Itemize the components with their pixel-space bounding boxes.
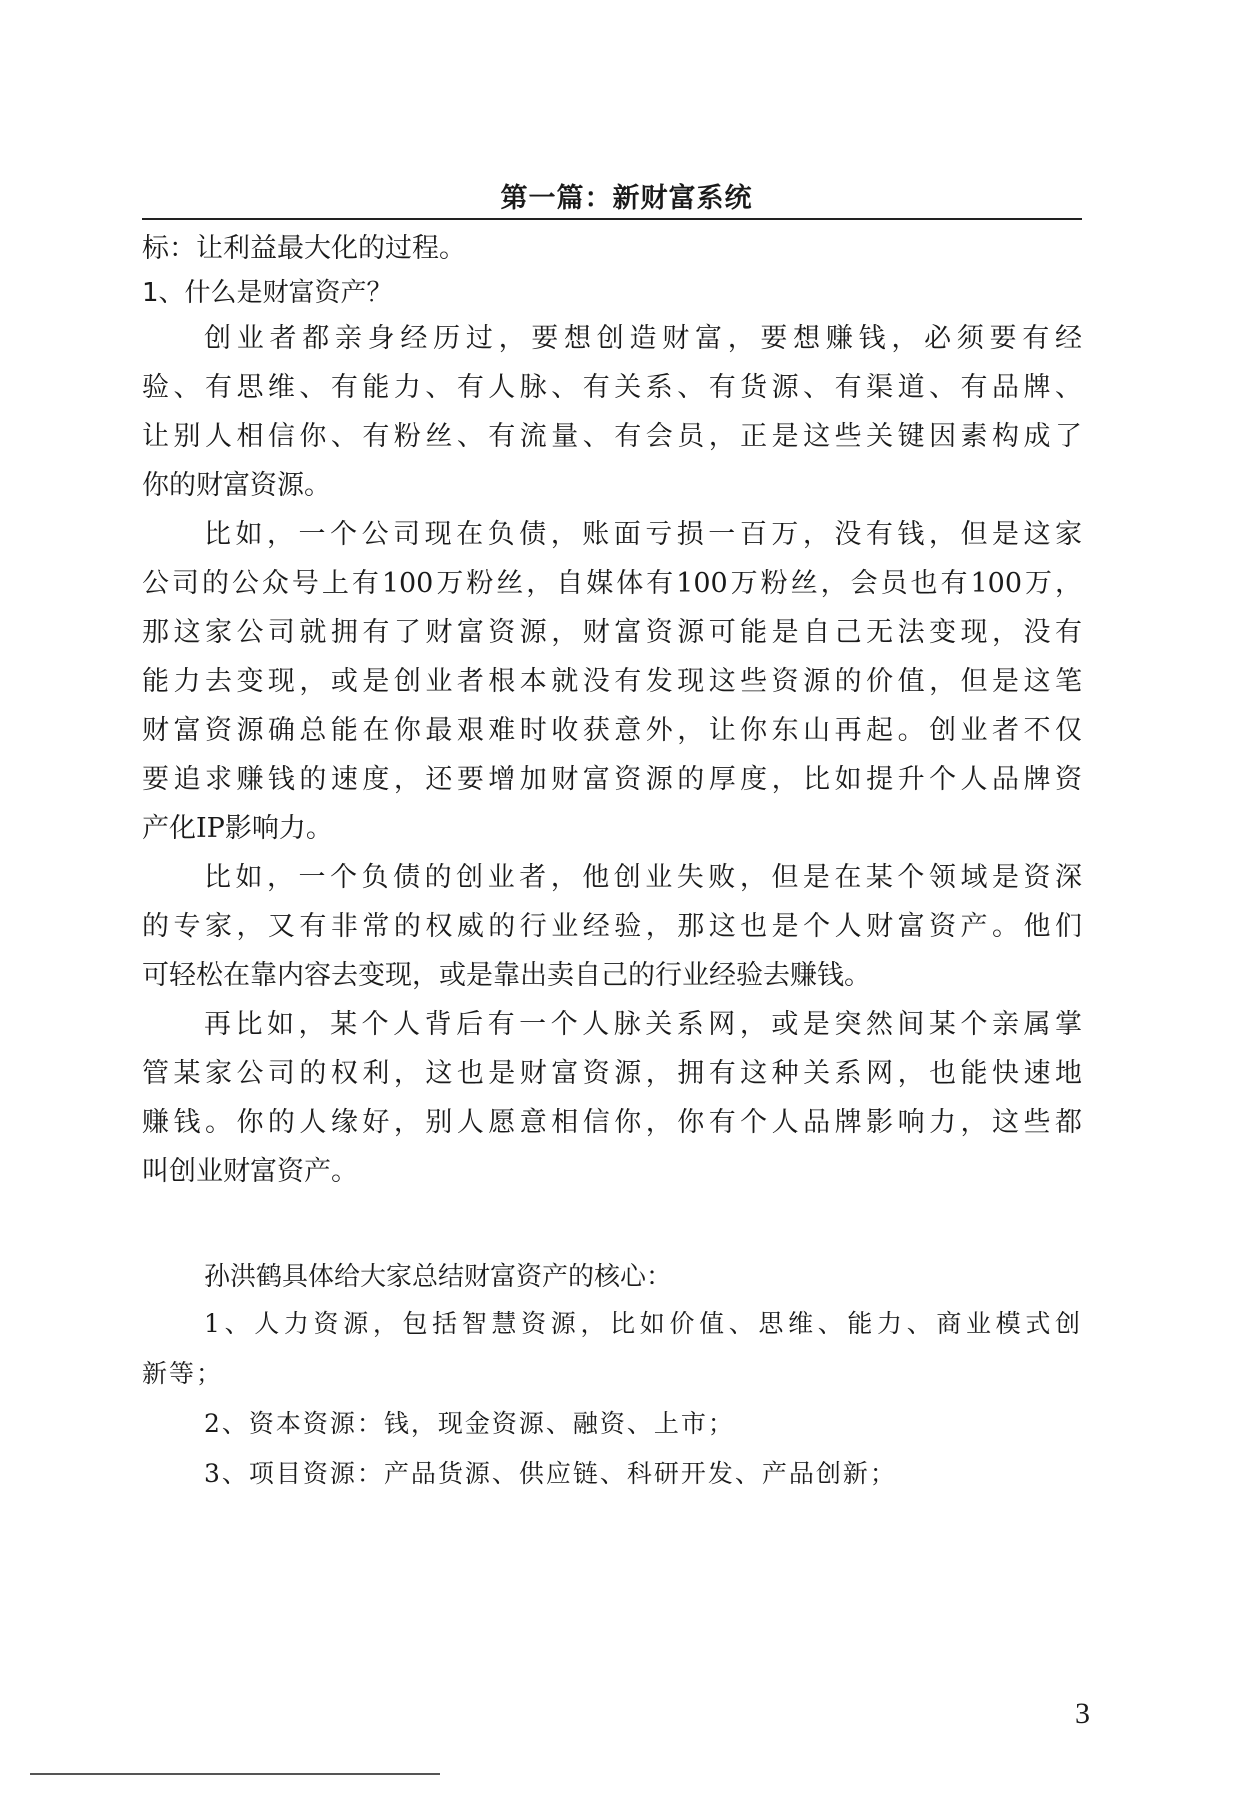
text-line: 让别人相信你、有粉丝、有流量、有会员，正是这些关键因素构成了 (142, 421, 1082, 452)
list-item: 3、项目资源：产品货源、供应链、科研开发、产品创新； (204, 1459, 897, 1488)
summary-heading: 孙洪鹤具体给大家总结财富资产的核心： (204, 1262, 673, 1292)
text-line: 你的财富资源。 (142, 470, 331, 501)
text-line: 财富资源确总能在你最艰难时收获意外，让你东山再起。创业者不仅 (142, 715, 1082, 746)
text-line: 公司的公众号上有100万粉丝，自媒体有100万粉丝，会员也有100万， (142, 568, 1082, 599)
text-line: 那这家公司就拥有了财富资源，财富资源可能是自己无法变现，没有 (142, 617, 1082, 648)
page-number: 3 (1075, 1697, 1090, 1730)
text-line: 验、有思维、有能力、有人脉、有关系、有货源、有渠道、有品牌、 (142, 372, 1082, 403)
text-line: 赚钱。你的人缘好，别人愿意相信你，你有个人品牌影响力，这些都 (142, 1107, 1082, 1138)
list-item: 1、人力资源，包括智慧资源，比如价值、思维、能力、商业模式创 (204, 1309, 1082, 1338)
list-item-continuation: 新等； (142, 1359, 224, 1388)
page-body (142, 0, 1082, 1800)
text-line: 产化IP影响力。 (142, 813, 333, 844)
footer-divider (30, 1773, 440, 1775)
text-line: 比如，一个公司现在负债，账面亏损一百万，没有钱，但是这家 (204, 519, 1082, 550)
text-line: 比如，一个负债的创业者，他创业失败，但是在某个领域是资深 (204, 862, 1082, 893)
text-line: 再比如，某个人背后有一个人脉关系网，或是突然间某个亲属掌 (204, 1009, 1082, 1040)
text-line: 管某家公司的权利，这也是财富资源，拥有这种关系网，也能快速地 (142, 1058, 1082, 1089)
text-line: 叫创业财富资产。 (142, 1156, 358, 1187)
text-line: 要追求赚钱的速度，还要增加财富资源的厚度，比如提升个人品牌资 (142, 764, 1082, 795)
text-line: 能力去变现，或是创业者根本就没有发现这些资源的价值，但是这笔 (142, 666, 1082, 697)
text-line: 创业者都亲身经历过，要想创造财富，要想赚钱，必须要有经 (204, 323, 1082, 354)
list-item: 2、资本资源：钱，现金资源、融资、上市； (204, 1409, 735, 1438)
section-heading: 1、什么是财富资产？ (142, 278, 393, 308)
text-line: 的专家，又有非常的权威的行业经验，那这也是个人财富资产。他们 (142, 911, 1082, 942)
chapter-header-title: 第一篇：新财富系统 (500, 183, 753, 214)
text-line: 标：让利益最大化的过程。 (142, 233, 466, 264)
text-line: 可轻松在靠内容去变现，或是靠出卖自己的行业经验去赚钱。 (142, 960, 871, 991)
